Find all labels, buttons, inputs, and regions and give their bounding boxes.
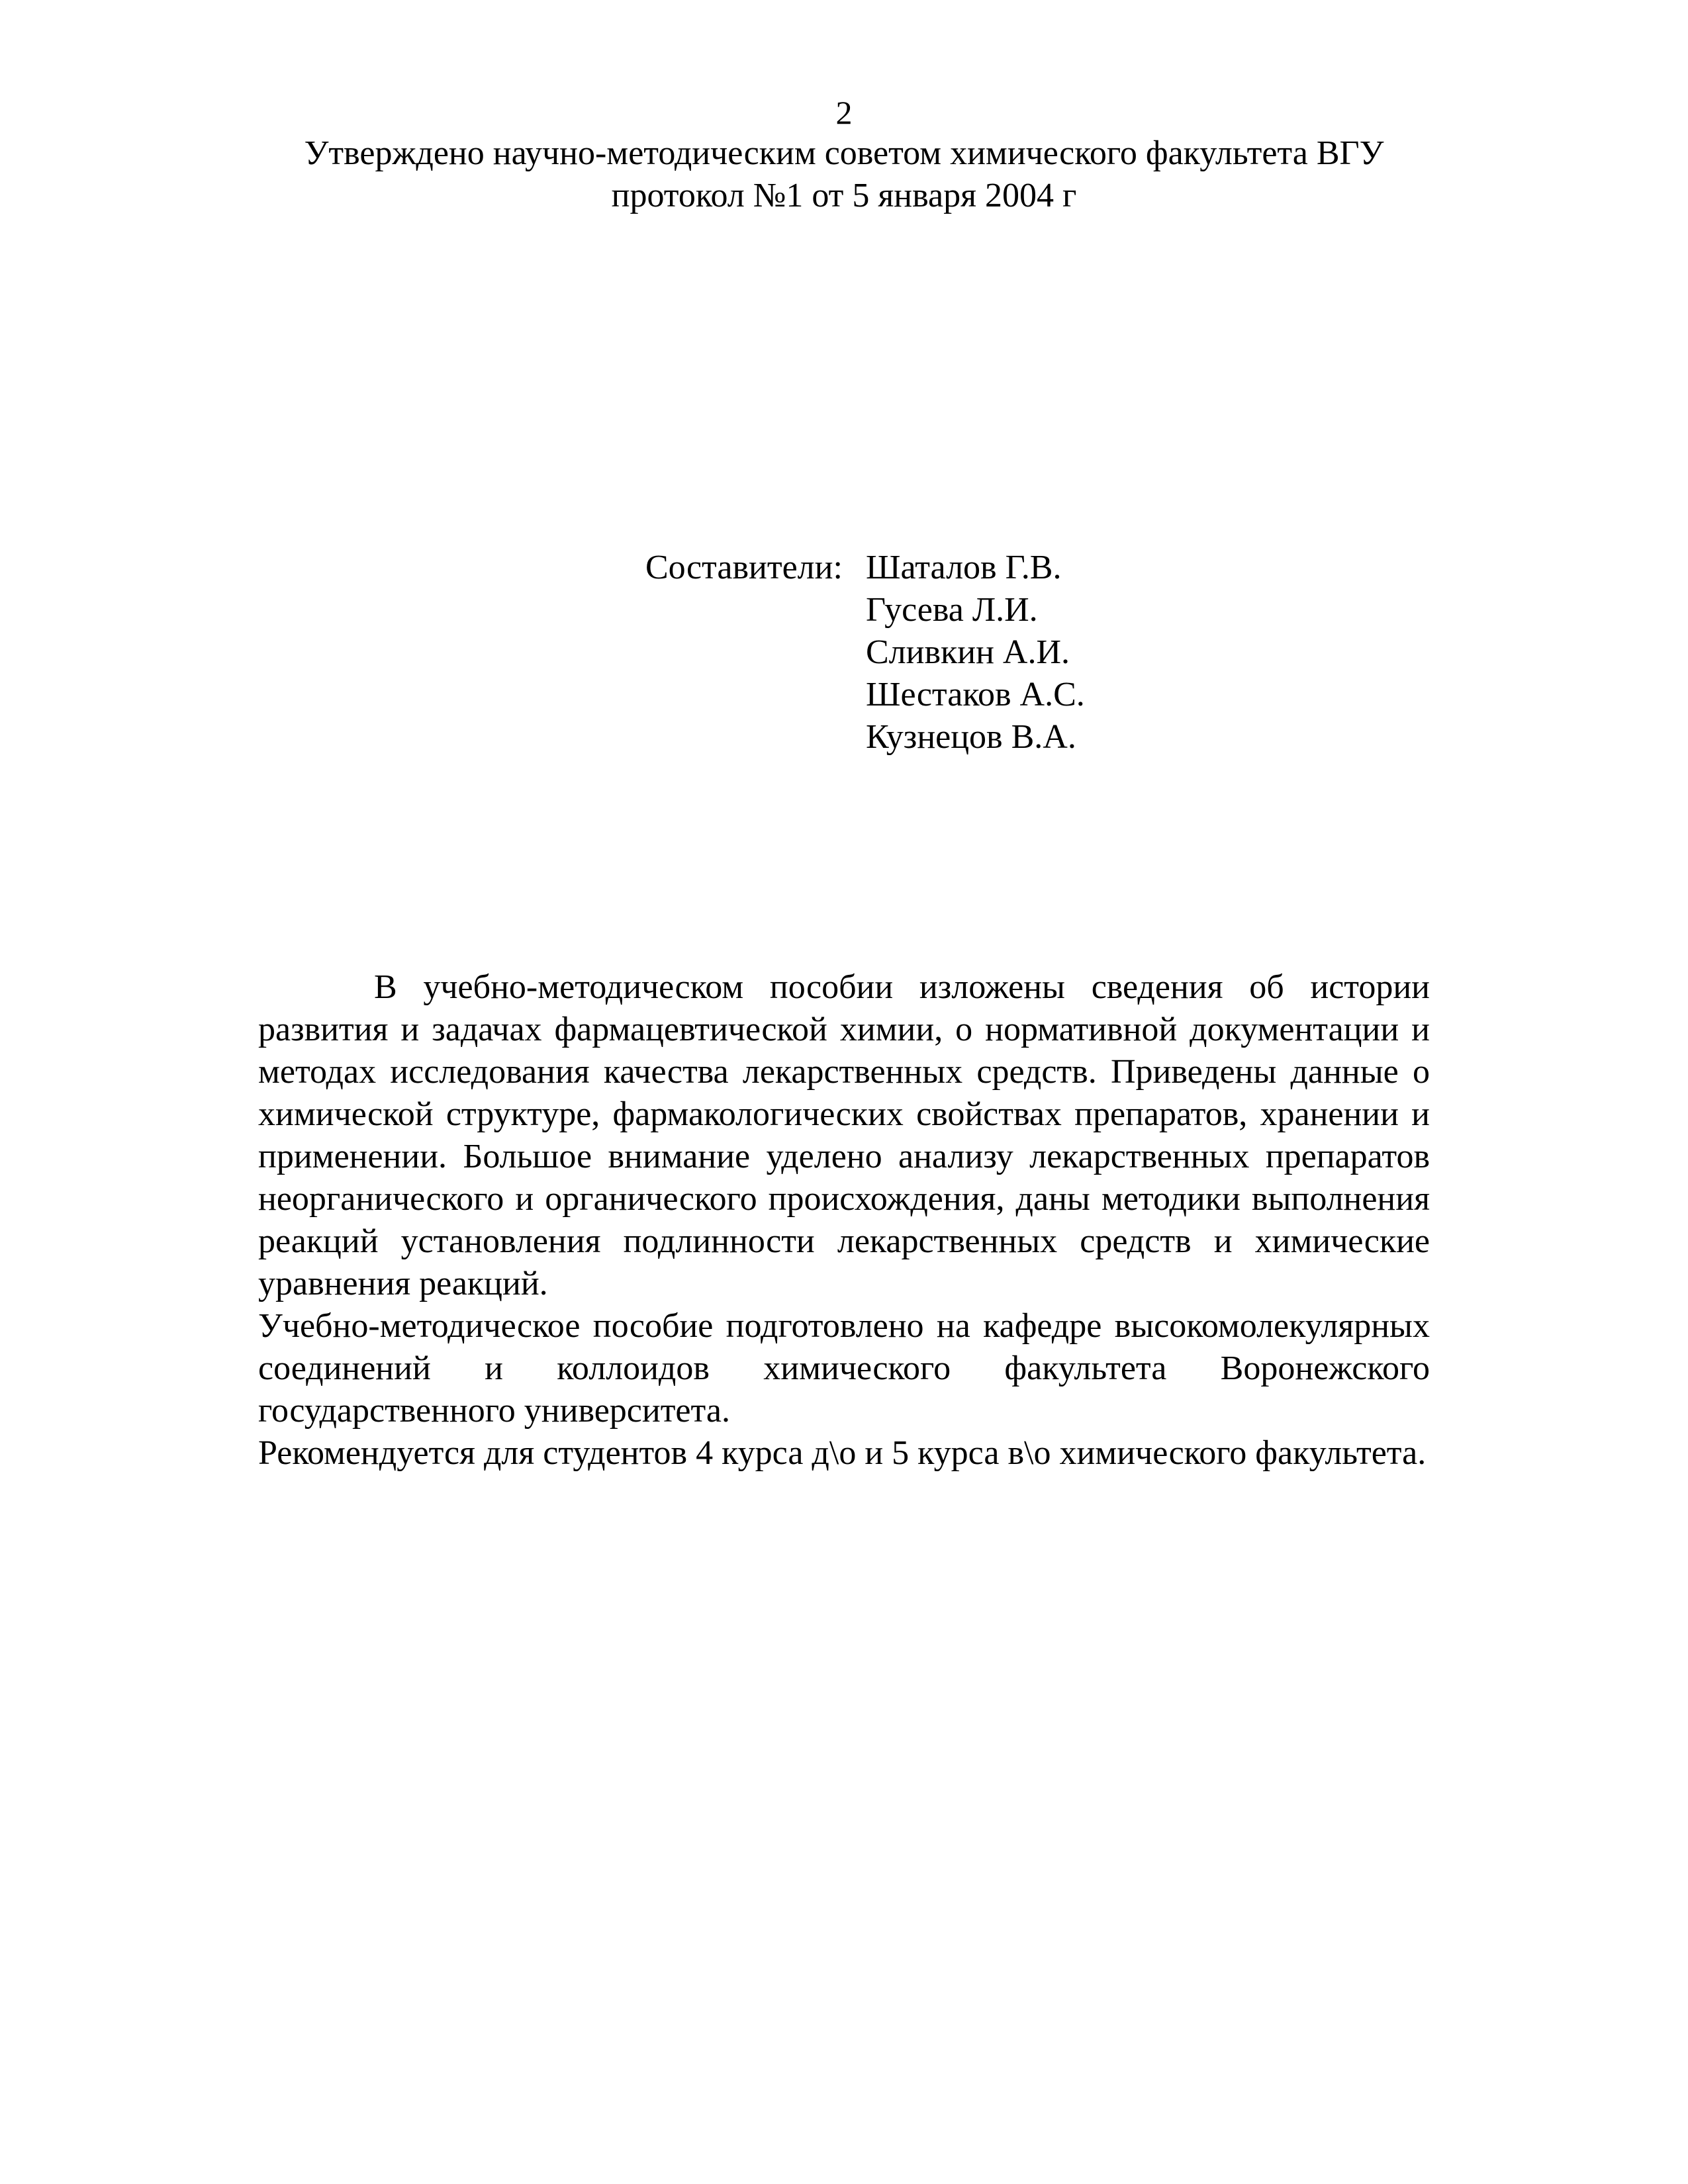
abstract-paragraph-1: В учебно-методическом пособии изложены сведения об истории развития и задачах фармацевтической химии, о нормативной документации и методах исследования качества лекарственных средств. Приведены данные о химической структуре, фармакологических свойствах препаратов, хранении и применении. Большое внимание уделено анализу лекарственных препаратов неорганического и органического происхождения, даны методики выполнения реакций установления подлинности лекарственных средств и химические уравнения реакций. (258, 968, 1430, 1302)
compiler-name: Гусева Л.И. (866, 591, 1038, 629)
approval-line-2: протокол №1 от 5 января 2004 г (611, 177, 1077, 214)
compilers-block (645, 547, 1085, 758)
compilers-list (866, 547, 1085, 758)
abstract-paragraph-3: Рекомендуется для студентов 4 курса д\о и 5 курса в\о химического факультета. (258, 1434, 1427, 1472)
approval-note (0, 132, 1688, 217)
compiler-name: Шестаков А.С. (866, 676, 1085, 713)
page-number: 2 (835, 94, 853, 131)
compiler-name: Сливкин А.И. (866, 633, 1070, 671)
compiler-name: Кузнецов В.А. (866, 718, 1076, 756)
abstract (258, 966, 1430, 1475)
compilers-label: Составители: (645, 549, 843, 586)
compiler-name: Шаталов Г.В. (866, 549, 1062, 586)
approval-line-1: Утверждено научно-методическим советом химического факультета ВГУ (304, 134, 1384, 172)
abstract-paragraph-2: Учебно-методическое пособие подготовлено на кафедре высокомолекулярных соединений и коллоидов химического факультета Воронежского государственного университета. (258, 1307, 1430, 1430)
